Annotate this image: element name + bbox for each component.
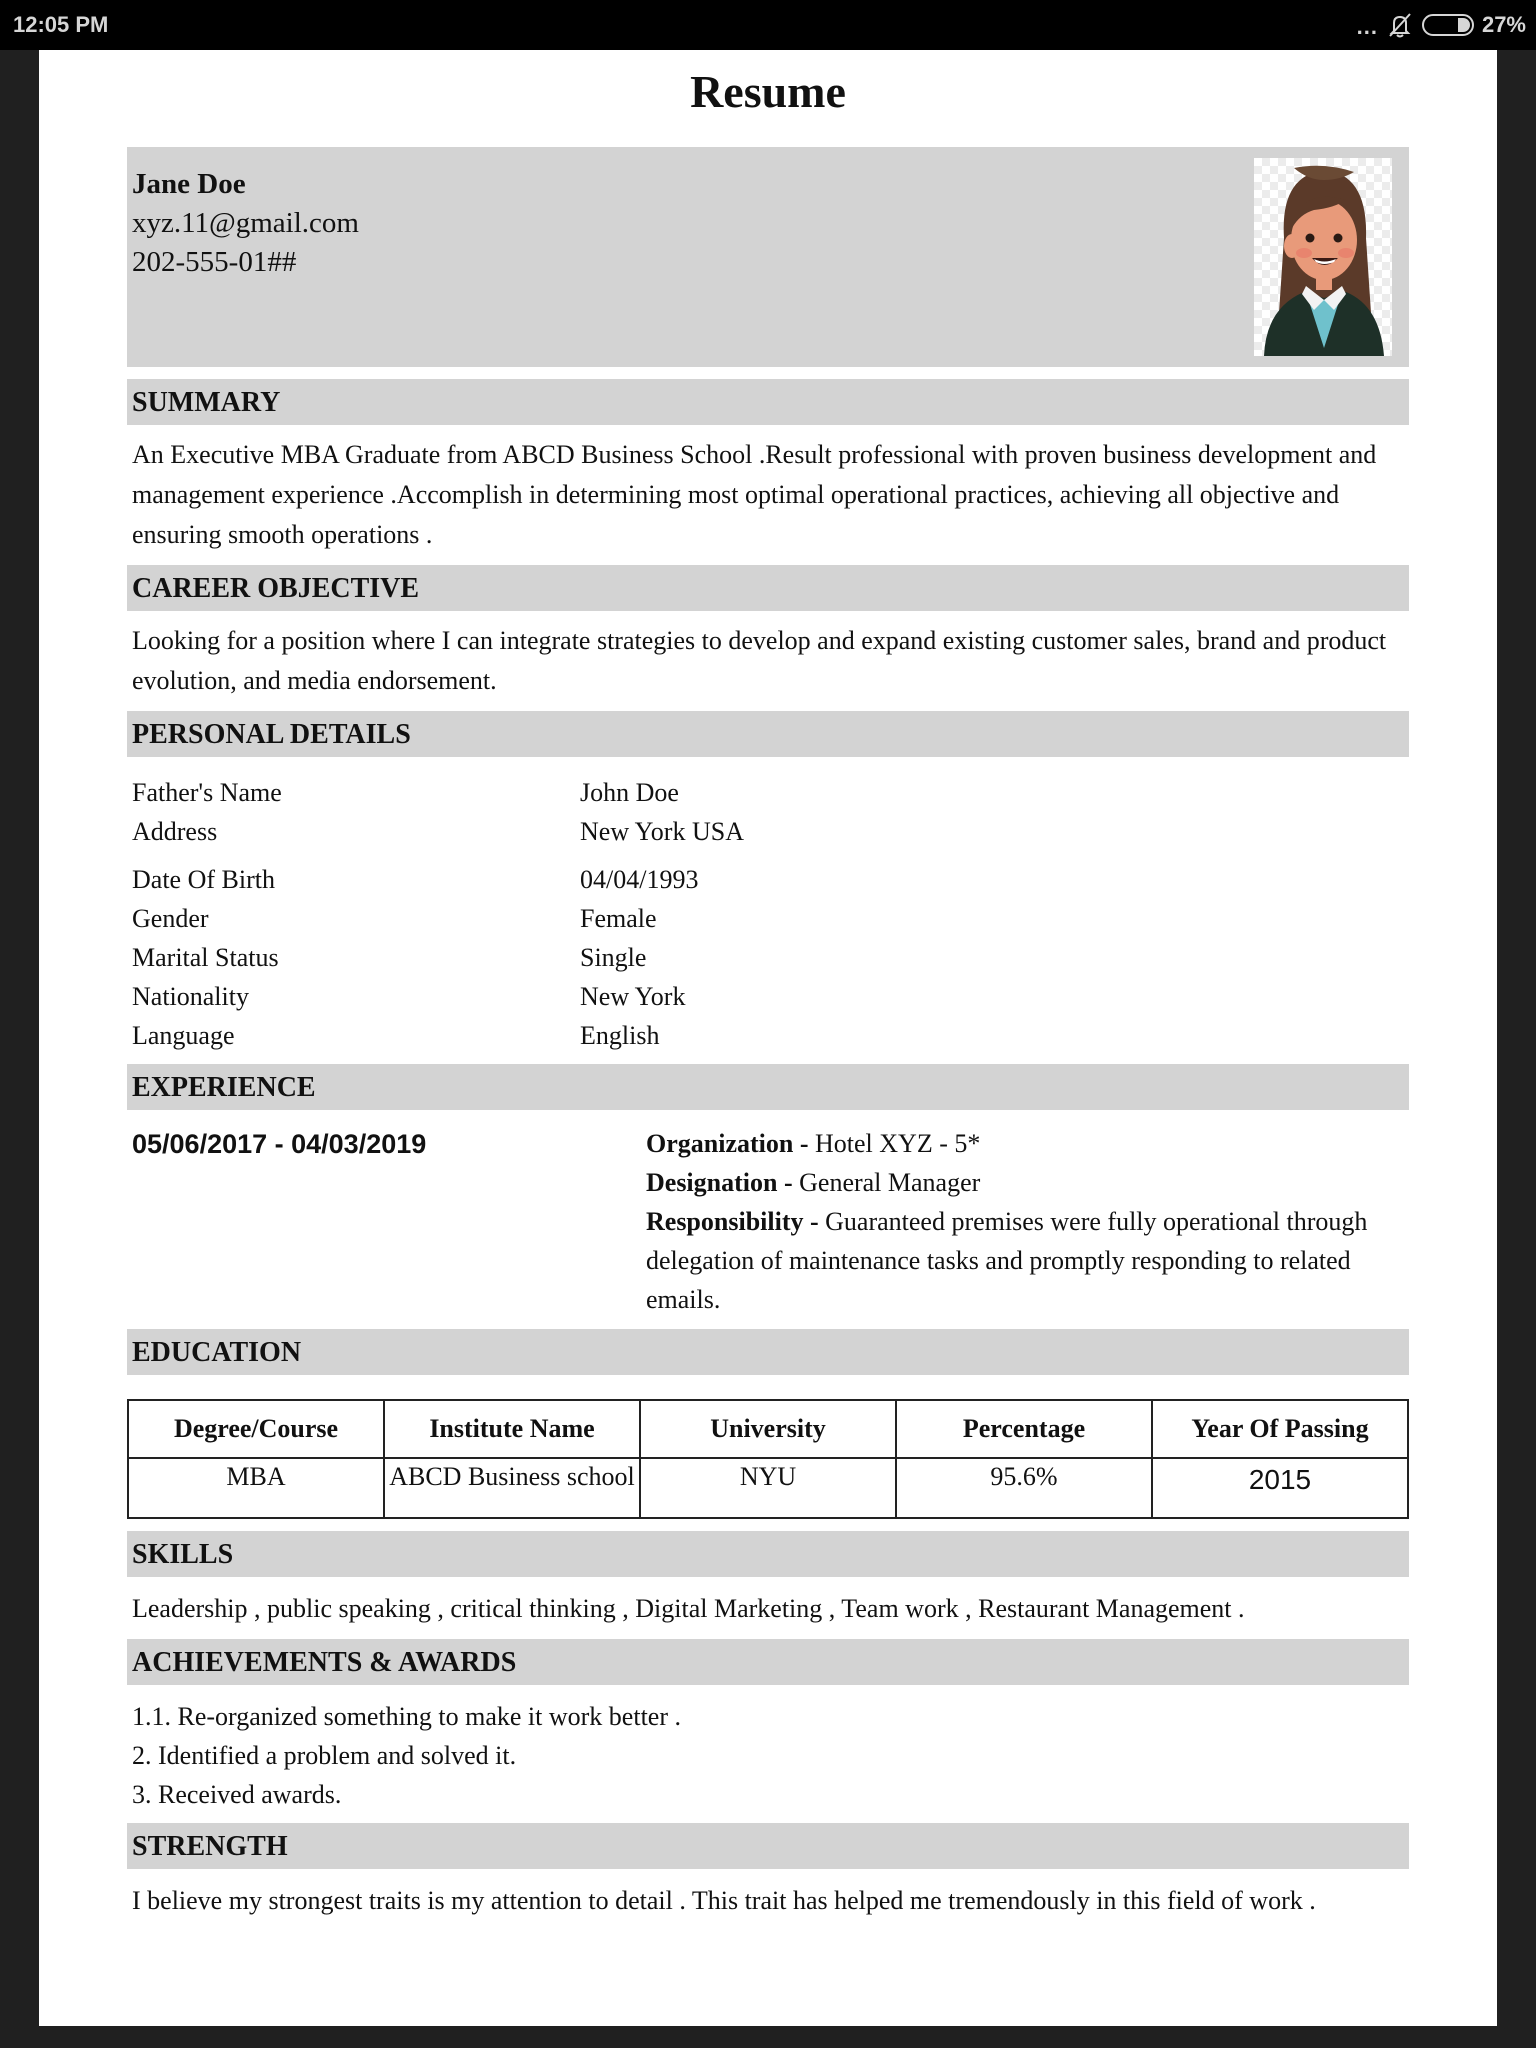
designation-line: [646, 1163, 1404, 1202]
detail-value: New York USA: [580, 817, 744, 846]
percentage-cell: 95.6%: [896, 1458, 1152, 1518]
detail-row: [132, 899, 1404, 938]
battery-level: [1458, 18, 1470, 32]
strength-text: I believe my strongest traits is my attention to detail . This trait has helped me tremendously in this field of work .: [132, 1886, 1316, 1915]
detail-label: Father's Name: [132, 778, 282, 807]
section-heading-achievements: ACHIEVEMENTS & AWARDS: [127, 1639, 1409, 1685]
status-bar: [0, 0, 1536, 50]
organization-label: Organization -: [646, 1129, 815, 1158]
detail-row: [132, 938, 1404, 977]
detail-row: [132, 977, 1404, 1016]
list-item: 2. Identified a problem and solved it.: [132, 1741, 517, 1770]
status-time: 12:05 PM: [13, 12, 109, 37]
detail-value: Single: [580, 943, 647, 972]
contact-info: [132, 165, 359, 282]
column-header: Percentage: [896, 1400, 1152, 1458]
profile-photo: [1254, 158, 1392, 356]
woman-avatar-icon: [1254, 158, 1392, 356]
more-notifications-icon: ...: [1356, 14, 1378, 39]
detail-value: English: [580, 1021, 660, 1050]
battery-percent: 27%: [1481, 12, 1526, 37]
section-heading-experience: EXPERIENCE: [127, 1064, 1409, 1110]
experience-dates: 05/06/2017 - 04/03/2019: [132, 1129, 427, 1159]
detail-label: Language: [132, 1021, 235, 1050]
degree-cell: MBA: [128, 1458, 384, 1518]
section-heading-education: EDUCATION: [127, 1329, 1409, 1375]
section-heading-career-objective: CAREER OBJECTIVE: [127, 565, 1409, 611]
column-header: Institute Name: [384, 1400, 640, 1458]
designation-label: Designation -: [646, 1168, 800, 1197]
responsibility-line: [646, 1202, 1404, 1319]
detail-label: Nationality: [132, 982, 249, 1011]
status-icons: [1357, 10, 1526, 40]
column-header: Degree/Course: [128, 1400, 384, 1458]
candidate-email[interactable]: xyz.11@gmail.com: [132, 207, 359, 239]
section-heading-personal-details: PERSONAL DETAILS: [127, 711, 1409, 757]
detail-label: Marital Status: [132, 943, 279, 972]
organization-line: [646, 1124, 1404, 1163]
table-row: [128, 1458, 1408, 1518]
achievements-list: [127, 1685, 1409, 1814]
detail-row: [132, 812, 1404, 851]
education-header-row: [128, 1400, 1408, 1458]
section-heading-skills: SKILLS: [127, 1531, 1409, 1577]
detail-label: Address: [132, 817, 218, 846]
university-cell: NYU: [640, 1458, 896, 1518]
summary-text: An Executive MBA Graduate from ABCD Business School .Result professional with proven business development and management experience .Accomplish in determining most optimal operational practices, achieving all objective and ensuring smooth operations .: [132, 440, 1377, 549]
candidate-phone[interactable]: 202-555-01##: [132, 246, 297, 278]
section-heading-summary: SUMMARY: [127, 379, 1409, 425]
list-item: 1.1. Re-organized something to make it work better .: [132, 1702, 681, 1731]
detail-label: Date Of Birth: [132, 865, 275, 894]
experience-entry: [127, 1110, 1409, 1319]
year-cell: 2015: [1152, 1458, 1408, 1518]
list-item: 3. Received awards.: [132, 1780, 342, 1809]
responsibility-value: Guaranteed premises were fully operational through delegation of maintenance tasks and promptly responding to related emails.: [646, 1207, 1368, 1314]
skills-text: Leadership , public speaking , critical thinking , Digital Marketing , Team work , Restaurant Management .: [132, 1594, 1245, 1623]
bell-muted-icon: [1386, 11, 1414, 39]
personal-details-list: [127, 757, 1409, 1055]
battery-icon: [1422, 14, 1474, 36]
section-heading-strength: STRENGTH: [127, 1823, 1409, 1869]
detail-row: [132, 860, 1404, 899]
column-header: Year Of Passing: [1152, 1400, 1408, 1458]
resume-page: [39, 50, 1497, 2026]
contact-header: [127, 147, 1409, 367]
organization-value: Hotel XYZ - 5*: [815, 1129, 981, 1158]
detail-value: New York: [580, 982, 686, 1011]
detail-label: Gender: [132, 904, 209, 933]
detail-value: Female: [580, 904, 657, 933]
detail-row: [132, 1016, 1404, 1055]
detail-row: [132, 773, 1404, 812]
candidate-name: Jane Doe: [132, 168, 246, 200]
document-title: Resume: [690, 66, 846, 117]
detail-value: John Doe: [580, 778, 679, 807]
column-header: University: [640, 1400, 896, 1458]
designation-value: General Manager: [799, 1168, 981, 1197]
detail-value: 04/04/1993: [580, 865, 699, 894]
institute-cell: ABCD Business school: [384, 1458, 640, 1518]
education-table: [127, 1399, 1409, 1519]
resume-content: [127, 50, 1409, 1921]
experience-details: [646, 1124, 1404, 1319]
responsibility-label: Responsibility -: [646, 1207, 826, 1236]
career-objective-text: Looking for a position where I can integrate strategies to develop and expand existing customer sales, brand and product evolution, and media endorsement.: [132, 626, 1387, 695]
